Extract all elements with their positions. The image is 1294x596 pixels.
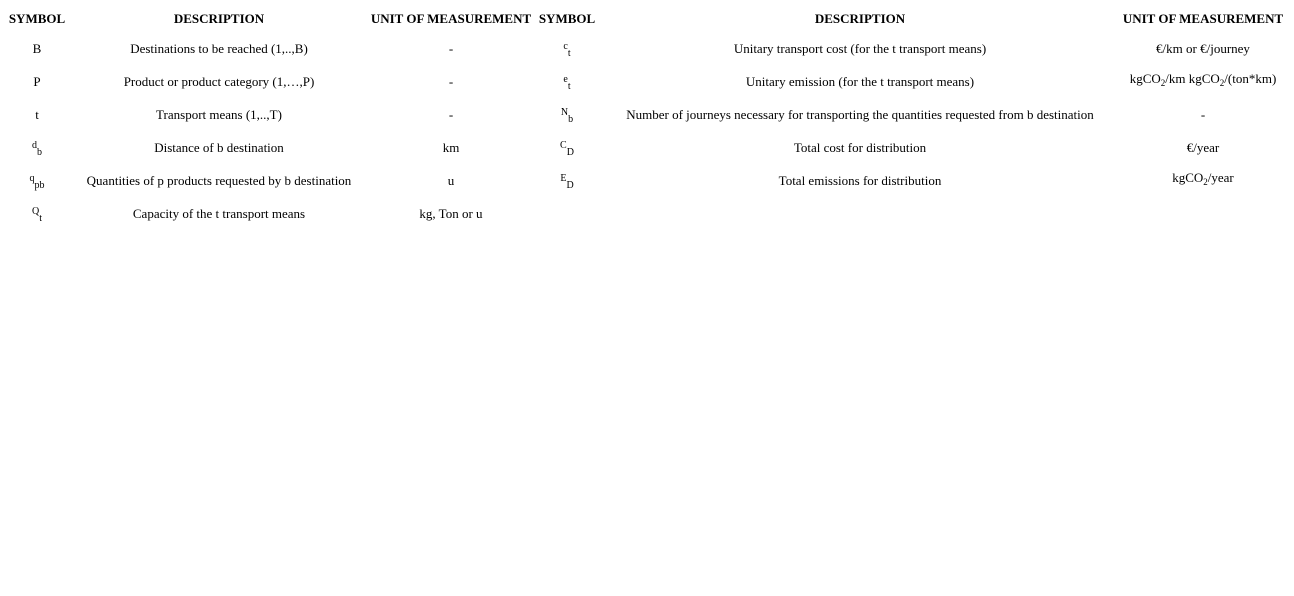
symbol-base: B xyxy=(32,41,42,56)
header-unit-left: UNIT OF MEASUREMENT xyxy=(370,10,532,26)
table-body xyxy=(4,32,1286,230)
unit-cell xyxy=(1120,197,1286,230)
description-cell xyxy=(600,197,1120,230)
symbol-base: N xyxy=(560,107,569,118)
description-cell: Capacity of the t transport means xyxy=(132,206,306,221)
unit-cell: - xyxy=(448,107,454,122)
description-cell: Quantities of p products requested by b destination xyxy=(86,173,352,188)
unit-cell: - xyxy=(448,41,454,56)
table-row xyxy=(4,65,1286,98)
table-row xyxy=(4,98,1286,131)
notation-table xyxy=(4,4,1286,230)
symbol-cell xyxy=(534,32,600,65)
unit-formula xyxy=(1172,170,1234,185)
unit-cell: km xyxy=(442,140,460,155)
description-cell: Destinations to be reached (1,..,B) xyxy=(130,41,308,56)
unit-subscript: 2 xyxy=(1203,177,1208,187)
symbol-cell xyxy=(534,197,600,230)
symbol-cell xyxy=(534,65,600,98)
description-cell: Distance of b destination xyxy=(154,140,284,155)
description-cell: Transport means (1,..,T) xyxy=(156,107,282,122)
symbol-base: C xyxy=(560,140,567,151)
unit-cell: - xyxy=(1200,107,1206,122)
unit-part: kgCO xyxy=(1129,71,1161,86)
unit-cell: €/year xyxy=(1186,140,1220,155)
unit-part: /(ton*km) xyxy=(1224,71,1277,86)
symbol-cell xyxy=(534,131,600,164)
unit-part: kgCO xyxy=(1172,170,1204,185)
unit-cell: kg, Ton or u xyxy=(419,206,483,221)
symbol-subscript: b xyxy=(568,114,574,125)
unit-subscript: 2 xyxy=(1160,78,1166,88)
symbol-base: c xyxy=(563,41,568,52)
description-cell: Number of journeys necessary for transporting the quantities requested from b destination xyxy=(626,107,1094,122)
symbol-cell xyxy=(4,164,70,197)
symbol-subscript: t xyxy=(39,213,42,224)
symbol-base: d xyxy=(32,140,37,151)
unit-formula xyxy=(1130,71,1277,86)
symbol-cell xyxy=(4,65,70,98)
unit-cell xyxy=(1120,65,1286,98)
header-symbol-right: SYMBOL xyxy=(538,10,596,26)
table-row xyxy=(4,197,1286,230)
symbol-subscript: t xyxy=(567,48,571,59)
table-row xyxy=(4,164,1286,197)
symbol-base: Q xyxy=(31,206,40,217)
symbol-base: t xyxy=(35,107,39,122)
unit-cell: u xyxy=(447,173,455,188)
header-description-right: DESCRIPTION xyxy=(814,10,906,26)
unit-subscript: 2 xyxy=(1219,78,1225,88)
header-unit-right: UNIT OF MEASUREMENT xyxy=(1122,10,1284,26)
unit-cell: €/km or €/journey xyxy=(1156,41,1250,56)
symbol-cell xyxy=(4,32,70,65)
table-row xyxy=(4,131,1286,164)
table-row xyxy=(4,32,1286,65)
unit-part: /year xyxy=(1207,170,1234,185)
header-row xyxy=(4,4,1286,32)
header-symbol-left: SYMBOL xyxy=(8,10,66,26)
symbol-cell xyxy=(4,131,70,164)
symbol-subscript: t xyxy=(567,81,571,92)
unit-cell: - xyxy=(448,74,454,89)
symbol-base: e xyxy=(563,74,568,85)
symbol-base: E xyxy=(560,173,567,184)
unit-cell xyxy=(1120,164,1286,197)
description-cell: Product or product category (1,…,P) xyxy=(123,74,315,89)
symbol-base: P xyxy=(33,74,41,89)
symbol-cell xyxy=(534,98,600,131)
symbol-base: q xyxy=(29,173,35,184)
table-header xyxy=(4,4,1286,32)
symbol-cell xyxy=(4,197,70,230)
symbol-subscript: D xyxy=(566,147,574,158)
description-cell: Unitary emission (for the t transport means) xyxy=(745,74,975,89)
symbol-subscript: pb xyxy=(34,180,45,191)
symbol-subscript: D xyxy=(566,180,574,191)
symbol-subscript: b xyxy=(37,147,42,158)
symbol-cell xyxy=(4,98,70,131)
symbol-cell xyxy=(534,164,600,197)
description-cell: Total cost for distribution xyxy=(793,140,927,155)
description-cell: Unitary transport cost (for the t transport means) xyxy=(733,41,987,56)
header-description-left: DESCRIPTION xyxy=(173,10,265,26)
unit-part: /km kgCO xyxy=(1165,71,1220,86)
description-cell: Total emissions for distribution xyxy=(778,173,942,188)
